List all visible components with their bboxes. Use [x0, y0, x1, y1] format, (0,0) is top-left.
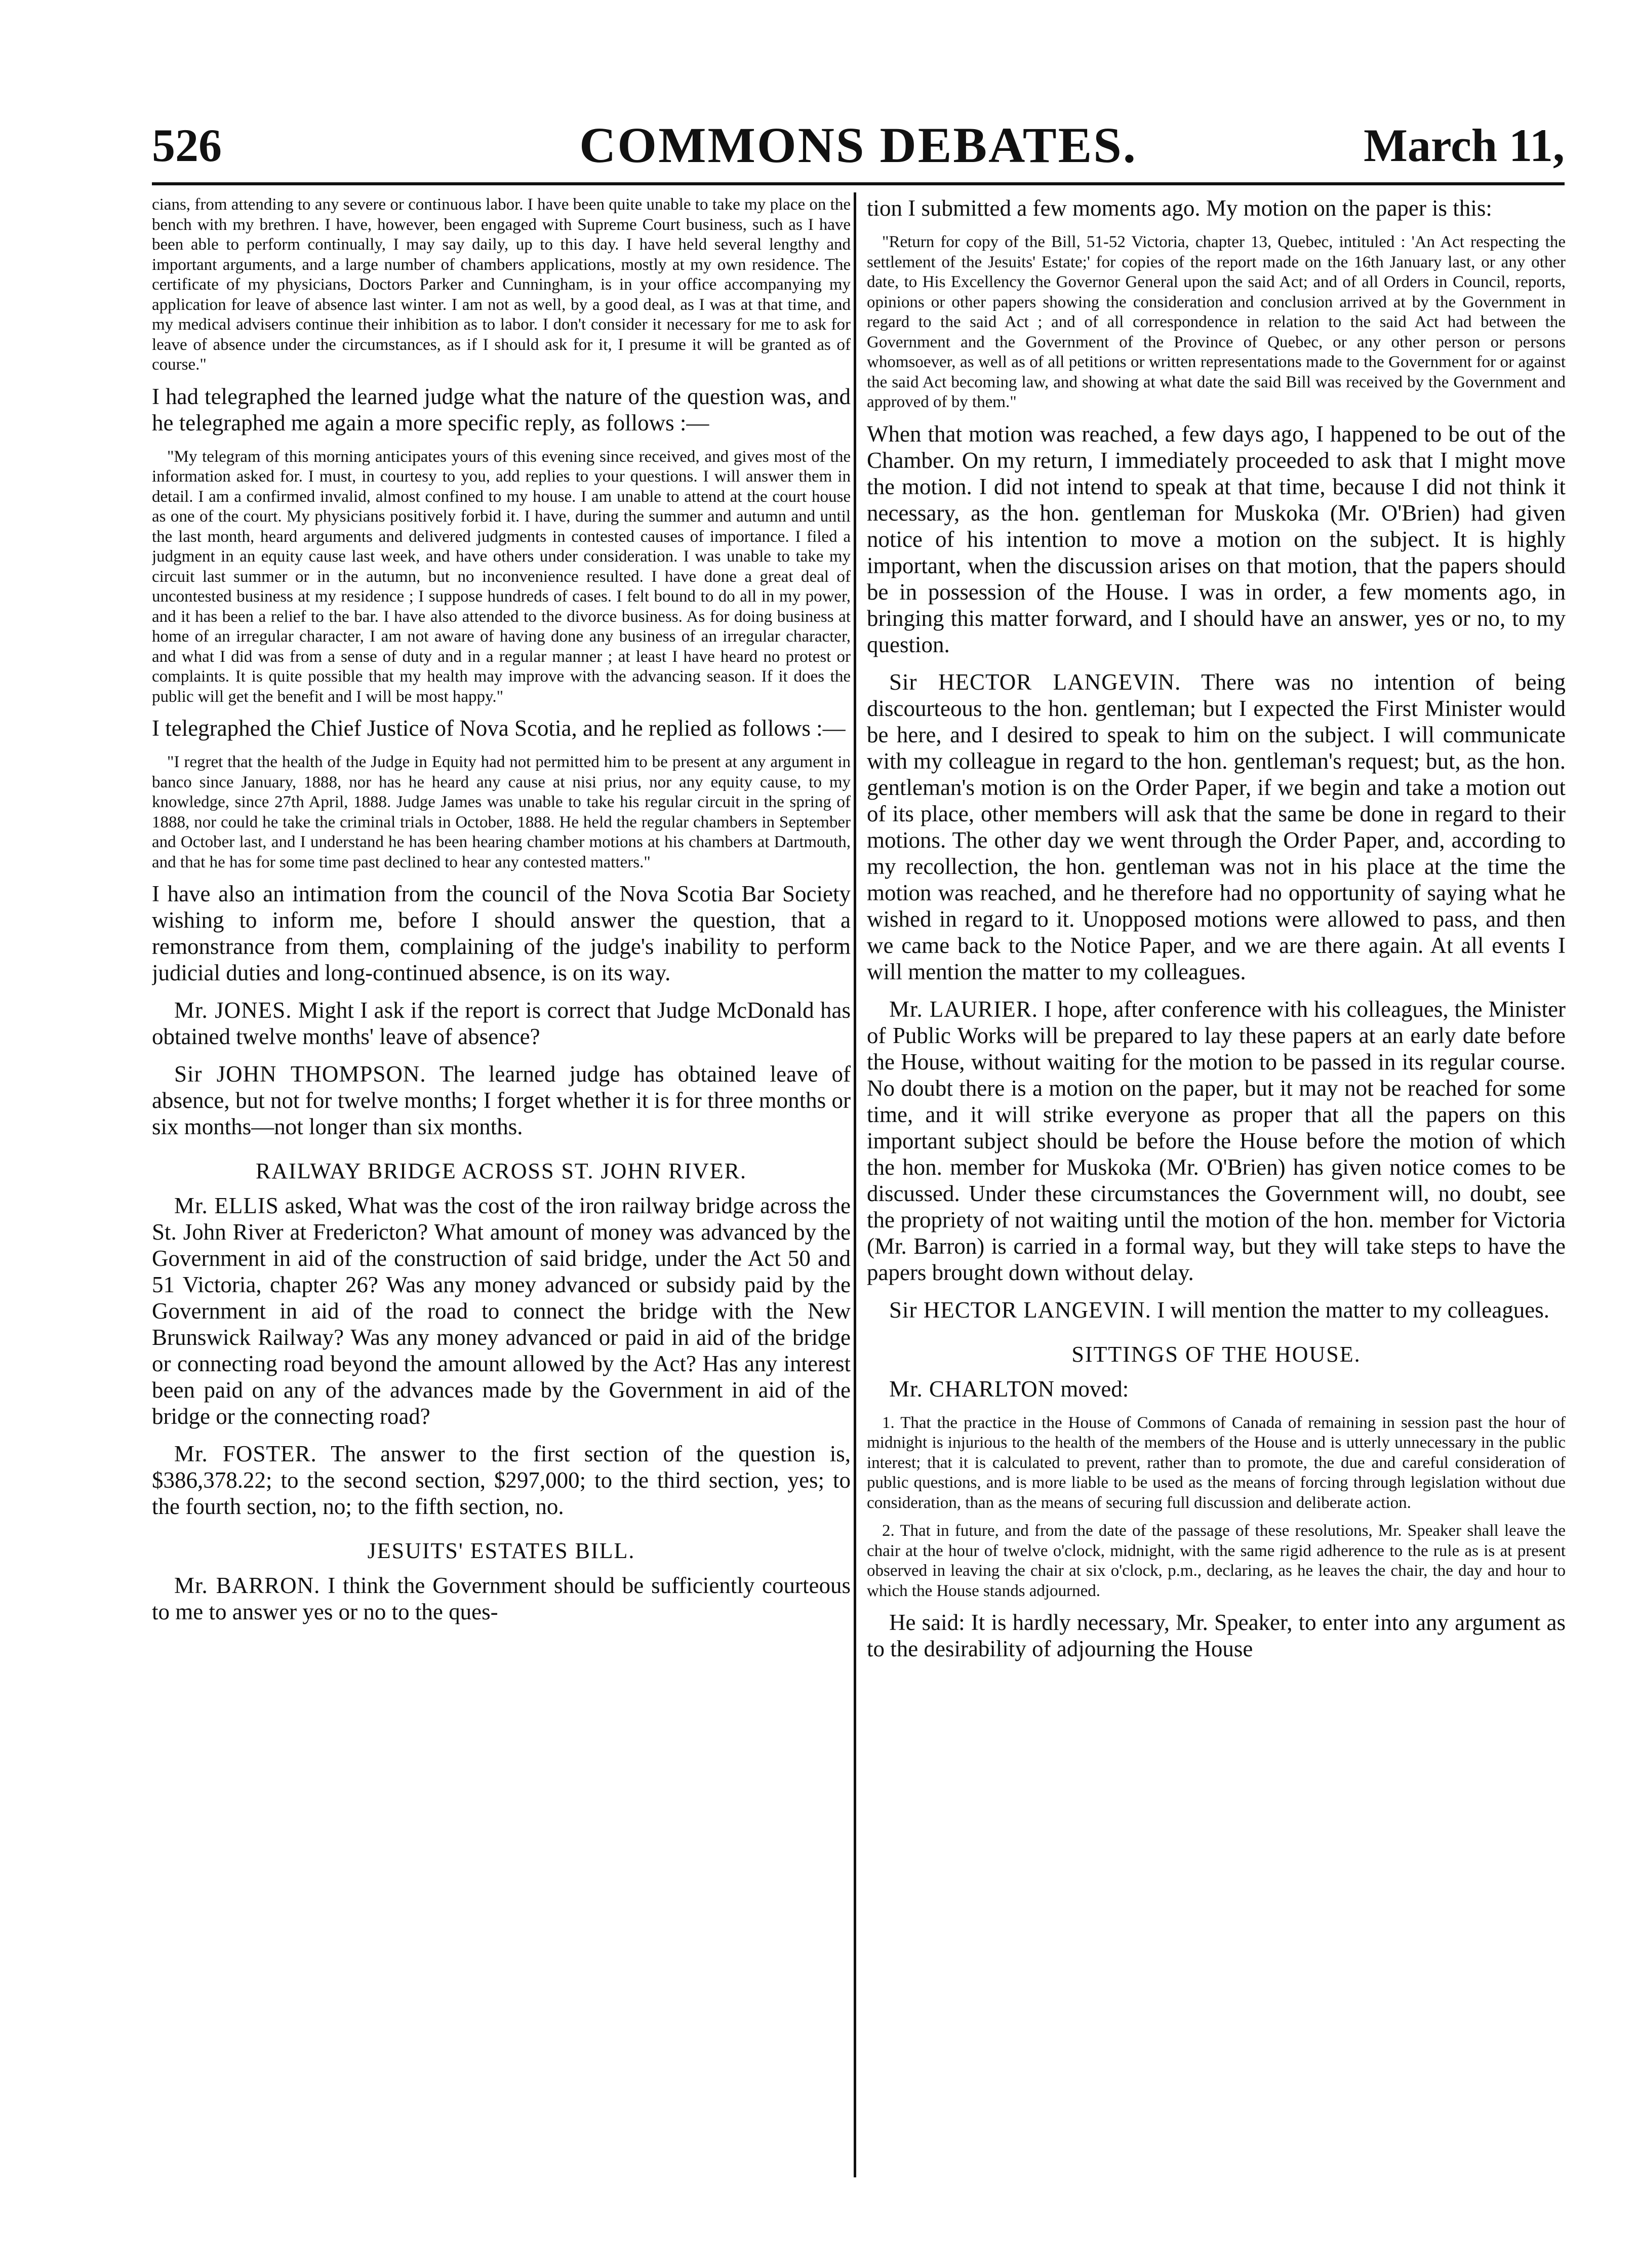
body-paragraph: I telegraphed the Chief Justice of Nova Scotia, and he replied as follows :— [152, 715, 846, 741]
body-paragraph: tion I submitted a few moments ago. My motion on the paper is this: [867, 195, 1492, 221]
speech-text: The answer to the first section of the question is, $386,378.22; to the second section, $297,000; to the third section, yes; to the fourth section, no; to the fifth section, no. [152, 1441, 851, 1519]
body-paragraph: When that motion was reached, a few days ago, I happened to be out of the Chamber. On my return, I immediately proceeded to ask that I might move the motion. I did not intend to speak at that time, because I did not think it necessary, as the hon. gentleman for Muskoka (Mr. O'Brien) had given notice of his intention to move a motion on the subject. It is highly important, when the discussion arises on that motion, that the papers should be in possession of the House. I was in order, a few moments ago, in bringing this matter forward, and I should have an answer, yes or no, to my question. [867, 421, 1566, 657]
quoted-telegram: "My telegram of this morning anticipates yours of this evening since received, and gives most of the information asked for. I must, in courtesy to you, add replies to your questions. I will answer them in detail. I am a confirmed invalid, almost confined to my house. I am unable to attend at the court house as one of the court. My physicians positively forbid it. I have, during the summer and autumn and until the last month, heard arguments and delivered judgments in contested causes of importance. I filed a judgment in an equity cause last week, and have others under consideration. I was unable to take my circuit last summer or in the autumn, but no inconvenience resulted. I have done a great deal of uncontested business at my residence ; I suppose hundreds of cases. I felt bound to do all in my power, and it has been a relief to the bar. I have also attended to the divorce business. As for doing business at home of an irregular character, I am not aware of having done any business of an irregular character, and what I did was from a sense of duty and in a regular manner ; at least I have heard no protest or complaints. It is quite possible that my health may improve with the advancing season. If it does the public will get the benefit and I will be most happy." [152, 447, 851, 706]
speech-jones [152, 997, 851, 1050]
speech-text: I will mention the matter to my colleagues. [1157, 1297, 1549, 1323]
speech-text: There was no intention of being discourteous to the hon. gentleman; but I expected the First Minister would be here, and I desired to speak to him on the subject. I will communicate with my colleague in regard to the hon. gentleman's request; but, as the hon. gentleman's motion is on the Order Paper, if we begin and take a motion out of its place, other members will ask that the same be done in regard to their motions. The other day we went through the Order Paper, and, according to my recollection, the hon. gentleman was not in his place at the time the motion was reached, and he therefore had no opportunity of saying what he wished in regard to it. Unopposed motions were allowed to pass, and then we came back to the Notice Paper, and we are there again. At all events I will mention the matter to my colleagues. [867, 669, 1566, 984]
quoted-motion: "Return for copy of the Bill, 51-52 Victoria, chapter 13, Quebec, intituled : 'An Act respecting the settlement of the Jesuits' Estate;' for copies of the report made on the 16th January last, or any other date, to His Excellency the Governor General upon the said Act; and of all Orders in Council, reports, opinions or other papers showing the consideration and conclusion arrived at by the Government in regard to the said Act ; and of all correspondence in relation to the said Act had between the Government and the Government of the Province of Quebec, or any other person or persons whomsoever, as well as of all petitions or written representations made to the Government for or against the said Act becoming law, and showing at what date the said Bill was received by the Government and approved of by them." [867, 233, 1566, 411]
quoted-telegram: "I regret that the health of the Judge in Equity had not permitted him to be present at any argument in banco since January, 1888, nor has he heard any cause at nisi prius, nor any equity cause, to my knowledge, since 27th April, 1888. Judge James was unable to take his regular circuit in the spring of 1888, nor could he take the criminal trials in October, 1888. He held the regular chambers in September and October last, and I understand he has been hearing chamber motions at his chambers at Dartmouth, and that he has for some time past declined to hear any contested matters." [152, 753, 851, 871]
speech-langevin [867, 669, 1566, 985]
page-header [152, 112, 1565, 178]
speaker-name: Mr. CHARLTON [889, 1376, 1055, 1402]
speech-text: I hope, after conference with his colleagues, the Minister of Public Works will be prepared to lay these papers at an early date before the House, without waiting for the motion to be passed in its regular course. No doubt there is a motion on the paper, but it may not be reached for some time, and it will strike everyone as proper that all the papers on this important subject should be before the House before the motion of which the hon. member for Muskoka (Mr. O'Brien) has given notice comes to be discussed. Under these circumstances the Government will, no doubt, see the propriety of not waiting until the motion of the hon. member for Victoria (Mr. Barron) is carried in a formal way, but they will take steps to have the papers brought down without delay. [867, 996, 1566, 1285]
speech-text: I think the Government should be sufficiently courteous to me to answer yes or no to the ques- [152, 1573, 851, 1624]
motion-resolution-2: 2. That in future, and from the date of the passage of these resolutions, Mr. Speaker shall leave the chair at the hour of twelve o'clock, midnight, with the same rigid adherence to the rule as is at present observed in leaving the chair at six o'clock, p.m., declaring, as he leaves the chair, the day and hour to which the House stands adjourned. [867, 1522, 1566, 1600]
speech-text: asked, What was the cost of the iron railway bridge across the St. John River at Fredericton? What amount of money was advanced by the Government in aid of the construction of said bridge, under the Act 50 and 51 Victoria, chapter 26? Was any money advanced or subsidy paid by the Government in aid of the road to connect the bridge with the New Brunswick Railway? Was any money advanced or paid in aid of the bridge or connecting road beyond the amount allowed by the Act? Has any interest been paid on any of the advances made by the Government in aid of the bridge or the connecting road? [152, 1193, 851, 1429]
speaker-name: Sir JOHN THOMPSON. [174, 1061, 426, 1087]
section-heading: RAILWAY BRIDGE ACROSS ST. JOHN RIVER. [256, 1159, 747, 1183]
motion-resolution-1: 1. That the practice in the House of Commons of Canada of remaining in session past the hour of midnight is injurious to the health of the members of the House and is utterly unnecessary in the public interest; that it is calculated to prevent, rather than to promote, the due and careful consideration of public questions, and is more liable to be used as the means of forcing through legislation without due consideration, than as the means of securing full discussion and deliberate action. [867, 1413, 1566, 1512]
column-divider [854, 192, 856, 2177]
speech-text: The learned judge has obtained leave of absence, but not for twelve months; I forget whether it is for three months or six months—not longer than six months. [152, 1061, 851, 1139]
speaker-name: Mr. LAURIER. [889, 996, 1038, 1022]
speaker-name: Mr. FOSTER. [174, 1441, 317, 1466]
speaker-name: Sir HECTOR LANGEVIN. [889, 1297, 1151, 1323]
section-heading: SITTINGS OF THE HOUSE. [1071, 1341, 1361, 1367]
body-paragraph: He said: It is hardly necessary, Mr. Speaker, to enter into any argument as to the desirability of adjourning the House [867, 1610, 1566, 1661]
answer-foster [152, 1441, 851, 1520]
page-title: COMMONS DEBATES. [579, 117, 1137, 173]
quoted-letter-continuation: cians, from attending to any severe or continuous labor. I have been quite unable to take my place on the bench with my brethren. I have, however, been engaged with Supreme Court business, such as I have been able to perform continually, I may say daily, up to this day. I have held several lengthy and important arguments, and a large number of chambers applications, mostly at my own residence. The certificate of my physicians, Doctors Parker and Cunningham, is in your office accompanying my application for leave of absence last winter. I am not as well, by a good deal, as I was at that time, and my medical advisers continue their inhibition as to labor. I don't consider it necessary for me to ask for leave of absence under the circumstances, as if I should ask for it, I presume it will be granted as of course." [152, 195, 851, 374]
speech-text: Might I ask if the report is correct that Judge McDonald has obtained twelve months' leave of absence? [152, 998, 851, 1049]
speaker-name: Mr. BARRON. [174, 1573, 321, 1598]
page-number: 526 [152, 120, 222, 171]
body-paragraph: I had telegraphed the learned judge what the nature of the question was, and he telegraphed me again a more specific reply, as follows :— [152, 383, 851, 435]
speech-barron [152, 1572, 851, 1625]
speech-langevin [867, 1297, 1566, 1323]
page-date: March 11, [1364, 120, 1565, 171]
speech-laurier [867, 996, 1566, 1286]
speaker-name: Sir HECTOR LANGEVIN. [889, 669, 1181, 695]
left-column [152, 195, 851, 2170]
speech-text: moved: [1060, 1376, 1129, 1402]
section-heading: JESUITS' ESTATES BILL. [367, 1538, 635, 1563]
question-ellis [152, 1192, 851, 1429]
speaker-name: Mr. ELLIS [174, 1193, 279, 1218]
body-paragraph: I have also an intimation from the council of the Nova Scotia Bar Society wishing to inform me, before I should answer the question, that a remonstrance from them, complaining of the judge's inability to perform judicial duties and long-continued absence, is on its way. [152, 881, 851, 985]
header-rule [152, 182, 1565, 185]
speech-thompson [152, 1061, 851, 1140]
speaker-name: Mr. JONES. [174, 998, 292, 1023]
right-column [867, 195, 1566, 2170]
motion-intro-charlton [867, 1376, 1566, 1402]
